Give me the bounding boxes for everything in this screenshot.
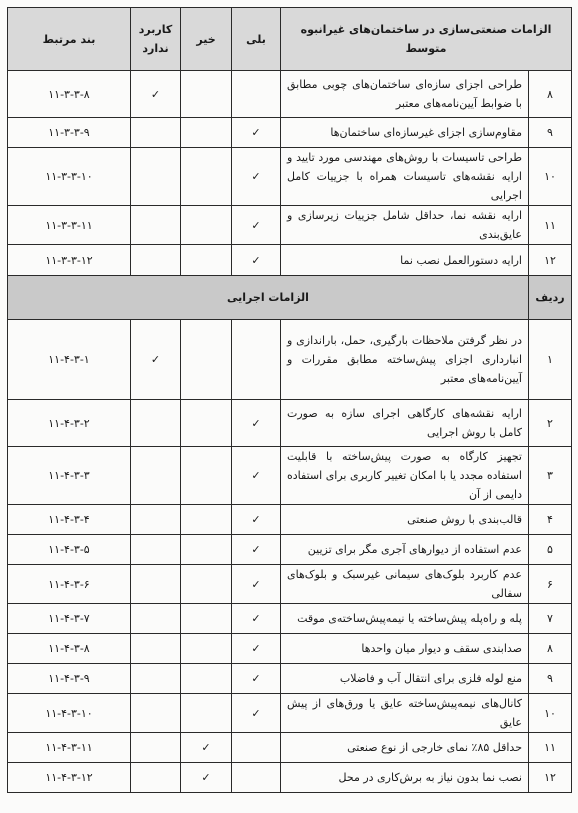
yes-check-mark: ✓ [232,604,281,634]
related-clause: ۱۱-۴-۳-۵ [8,535,131,565]
row-number: ۹ [529,118,572,148]
requirement-text: نصب نما بدون نیاز به برش‌کاری در محل [281,763,529,793]
requirement-text: صدابندی سقف و دیوار میان واحدها [281,634,529,664]
row-number: ۲ [529,400,572,447]
yes-check-mark: ✓ [232,400,281,447]
not-applicable-check-mark [131,763,181,793]
table-row [8,148,572,206]
no-check-mark [181,634,232,664]
no-check-mark [181,694,232,733]
not-applicable-check-mark [131,634,181,664]
row-number: ۱۱ [529,733,572,763]
related-clause: ۱۱-۴-۳-۸ [8,634,131,664]
related-clause: ۱۱-۴-۳-۷ [8,604,131,634]
requirement-text: پله و راه‌پله پیش‌ساخته یا نیمه‌پیش‌ساخته‌ی موقت [281,604,529,634]
not-applicable-check-mark [131,400,181,447]
no-check-mark [181,245,232,276]
yes-check-mark [232,763,281,793]
table-row [8,763,572,793]
header-yes: بلی [232,8,281,71]
related-clause: ۱۱-۳-۳-۱۰ [8,148,131,206]
header-no: خیر [181,8,232,71]
requirement-text: منع لوله فلزی برای انتقال آب و فاضلاب [281,664,529,694]
no-check-mark: ✓ [181,763,232,793]
requirements-table-body [8,8,572,793]
table-row [8,206,572,245]
not-applicable-check-mark: ✓ [131,71,181,118]
yes-check-mark: ✓ [232,664,281,694]
not-applicable-check-mark [131,535,181,565]
not-applicable-check-mark [131,733,181,763]
related-clause: ۱۱-۴-۳-۱۲ [8,763,131,793]
not-applicable-check-mark [131,664,181,694]
requirement-text: حداقل ۸۵٪ نمای خارجی از نوع صنعتی [281,733,529,763]
table-row [8,604,572,634]
row-number: ۵ [529,535,572,565]
requirement-text: مقاوم‌سازی اجزای غیرسازه‌ای ساختمان‌ها [281,118,529,148]
related-clause: ۱۱-۴-۳-۱۱ [8,733,131,763]
table-row [8,694,572,733]
related-clause: ۱۱-۴-۳-۱ [8,320,131,400]
requirement-text: طراحی اجزای سازه‌ای ساختمان‌های چوبی مطابق با ضوابط آیین‌نامه‌های معتبر [281,71,529,118]
no-check-mark [181,206,232,245]
not-applicable-check-mark [131,447,181,505]
yes-check-mark: ✓ [232,634,281,664]
related-clause: ۱۱-۳-۳-۱۱ [8,206,131,245]
no-check-mark [181,118,232,148]
row-number: ۳ [529,447,572,505]
no-check-mark [181,505,232,535]
no-check-mark [181,400,232,447]
not-applicable-check-mark [131,148,181,206]
no-check-mark [181,71,232,118]
table-row [8,245,572,276]
requirement-text: عدم استفاده از دیوارهای آجری مگر برای تزیین [281,535,529,565]
yes-check-mark: ✓ [232,118,281,148]
yes-check-mark [232,320,281,400]
yes-check-mark: ✓ [232,148,281,206]
table-row [8,634,572,664]
row-number: ۱۱ [529,206,572,245]
row-number: ۱۲ [529,763,572,793]
not-applicable-check-mark [131,565,181,604]
yes-check-mark [232,71,281,118]
header-requirements: الزامات صنعتی‌سازی در ساختمان‌های غیرانبوه متوسط [281,8,572,71]
yes-check-mark: ✓ [232,447,281,505]
not-applicable-check-mark [131,694,181,733]
row-number: ۶ [529,565,572,604]
no-check-mark [181,565,232,604]
table-row [8,118,572,148]
table-row [8,664,572,694]
no-check-mark [181,604,232,634]
requirement-text: در نظر گرفتن ملاحظات بارگیری، حمل، باراندازی و انبارداری اجزای پیش‌ساخته مطابق مقررات و آیین‌نامه‌های معتبر [281,320,529,400]
related-clause: ۱۱-۳-۳-۱۲ [8,245,131,276]
requirement-text: طراحی تاسیسات با روش‌های مهندسی مورد تایید و ارایه نقشه‌های تاسیسات همراه با جزییات کامل اجرایی [281,148,529,206]
requirement-text: ارایه نقشه‌های کارگاهی اجرای سازه به صورت کامل با روش اجرایی [281,400,529,447]
yes-check-mark: ✓ [232,206,281,245]
requirement-text: تجهیز کارگاه به صورت پیش‌ساخته با قابلیت استفاده مجدد یا با امکان تغییر کاربری برای استفاده دایمی از آن [281,447,529,505]
not-applicable-check-mark [131,505,181,535]
row-number: ۱۰ [529,694,572,733]
not-applicable-check-mark: ✓ [131,320,181,400]
related-clause: ۱۱-۳-۳-۸ [8,71,131,118]
related-clause: ۱۱-۴-۳-۴ [8,505,131,535]
row-number: ۴ [529,505,572,535]
yes-check-mark: ✓ [232,535,281,565]
not-applicable-check-mark [131,206,181,245]
not-applicable-check-mark [131,604,181,634]
not-applicable-check-mark [131,245,181,276]
related-clause: ۱۱-۴-۳-۹ [8,664,131,694]
section-title: الزامات اجرایی [8,276,529,320]
table-header-row [8,8,572,71]
section-header-row [8,276,572,320]
requirement-text: ارایه دستورالعمل نصب نما [281,245,529,276]
row-number: ۹ [529,664,572,694]
table-row [8,505,572,535]
table-row [8,447,572,505]
no-check-mark [181,535,232,565]
requirement-text: عدم کاربرد بلوک‌های سیمانی غیرسبک و بلوک‌های سفالی [281,565,529,604]
table-row [8,400,572,447]
no-check-mark [181,320,232,400]
row-number: ۱ [529,320,572,400]
row-number: ۱۲ [529,245,572,276]
no-check-mark [181,664,232,694]
related-clause: ۱۱-۴-۳-۶ [8,565,131,604]
no-check-mark: ✓ [181,733,232,763]
table-row [8,565,572,604]
row-number: ۷ [529,604,572,634]
requirement-text: قالب‌بندی با روش صنعتی [281,505,529,535]
related-clause: ۱۱-۴-۳-۱۰ [8,694,131,733]
section-row-label: ردیف [529,276,572,320]
row-number: ۸ [529,71,572,118]
related-clause: ۱۱-۴-۳-۳ [8,447,131,505]
no-check-mark [181,148,232,206]
not-applicable-check-mark [131,118,181,148]
requirement-text: کانال‌های نیمه‌پیش‌ساخته عایق یا ورق‌های از پیش عایق [281,694,529,733]
yes-check-mark: ✓ [232,565,281,604]
related-clause: ۱۱-۴-۳-۲ [8,400,131,447]
no-check-mark [181,447,232,505]
yes-check-mark: ✓ [232,505,281,535]
table-row [8,71,572,118]
header-not-applicable: کاربرد ندارد [131,8,181,71]
header-related-clause: بند مرتبط [8,8,131,71]
table-row [8,733,572,763]
requirement-text: ارایه نقشه نما، حداقل شامل جزییات زیرسازی و عایق‌بندی [281,206,529,245]
table-row [8,535,572,565]
row-number: ۱۰ [529,148,572,206]
yes-check-mark: ✓ [232,694,281,733]
table-row [8,320,572,400]
related-clause: ۱۱-۳-۳-۹ [8,118,131,148]
yes-check-mark [232,733,281,763]
yes-check-mark: ✓ [232,245,281,276]
row-number: ۸ [529,634,572,664]
requirements-table [7,7,572,793]
